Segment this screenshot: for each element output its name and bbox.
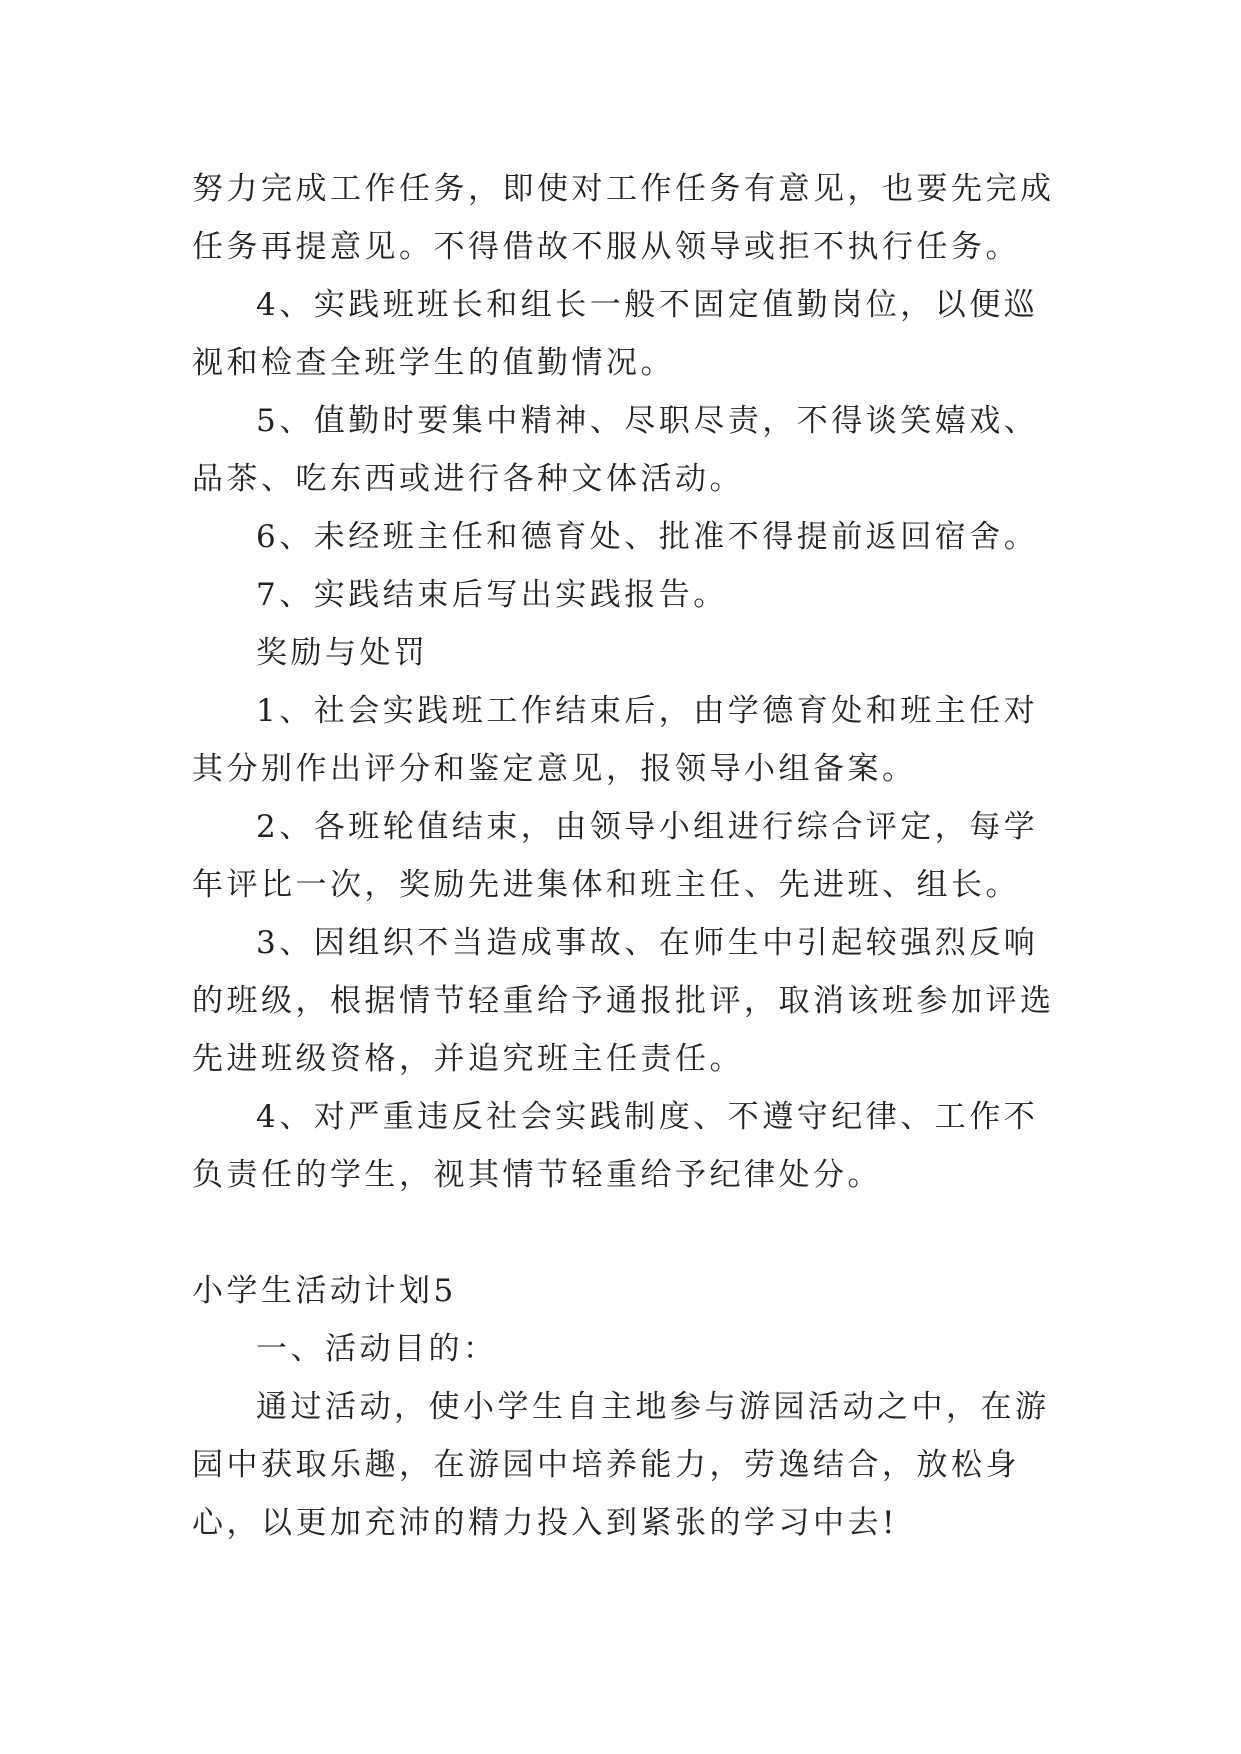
paragraph-reward-4: 4、对严重违反社会实践制度、不遵守纪律、工作不负责任的学生，视其情节轻重给予纪律处分。 xyxy=(192,1099,1039,1193)
heading-activity-purpose: 一、活动目的： xyxy=(256,1331,498,1367)
section-title: 小学生活动计划5 xyxy=(192,1273,457,1309)
paragraph-rule-7: 7、实践结束后写出实践报告。 xyxy=(256,577,728,613)
section-spacer xyxy=(192,1204,1060,1262)
paragraph-reward-2: 2、各班轮值结束，由领导小组进行综合评定，每学年评比一次，奖励先进集体和班主任、先进班、组长。 xyxy=(192,809,1039,903)
document-body xyxy=(192,160,1060,1552)
paragraph-activity-purpose: 通过活动，使小学生自主地参与游园活动之中，在游园中获取乐趣，在游园中培养能力，劳逸结合，放松身心，以更加充沛的精力投入到紧张的学习中去! xyxy=(192,1389,1050,1541)
paragraph-rule-4: 4、实践班班长和组长一般不固定值勤岗位，以便巡视和检查全班学生的值勤情况。 xyxy=(192,287,1039,381)
paragraph-rule-6: 6、未经班主任和德育处、批准不得提前返回宿舍。 xyxy=(256,519,1039,555)
paragraph-continuation: 努力完成工作任务，即使对工作任务有意见，也要先完成任务再提意见。不得借故不服从领导或拒不执行任务。 xyxy=(192,171,1055,265)
subheading-rewards: 奖励与处罚 xyxy=(256,635,429,671)
paragraph-reward-3: 3、因组织不当造成事故、在师生中引起较强烈反响的班级，根据情节轻重给予通报批评，取消该班参加评选先进班级资格，并追究班主任责任。 xyxy=(192,925,1055,1077)
paragraph-reward-1: 1、社会实践班工作结束后，由学德育处和班主任对其分别作出评分和鉴定意见，报领导小组备案。 xyxy=(192,693,1039,787)
paragraph-rule-5: 5、值勤时要集中精神、尽职尽责，不得谈笑嬉戏、品茶、吃东西或进行各种文体活动。 xyxy=(192,403,1039,497)
